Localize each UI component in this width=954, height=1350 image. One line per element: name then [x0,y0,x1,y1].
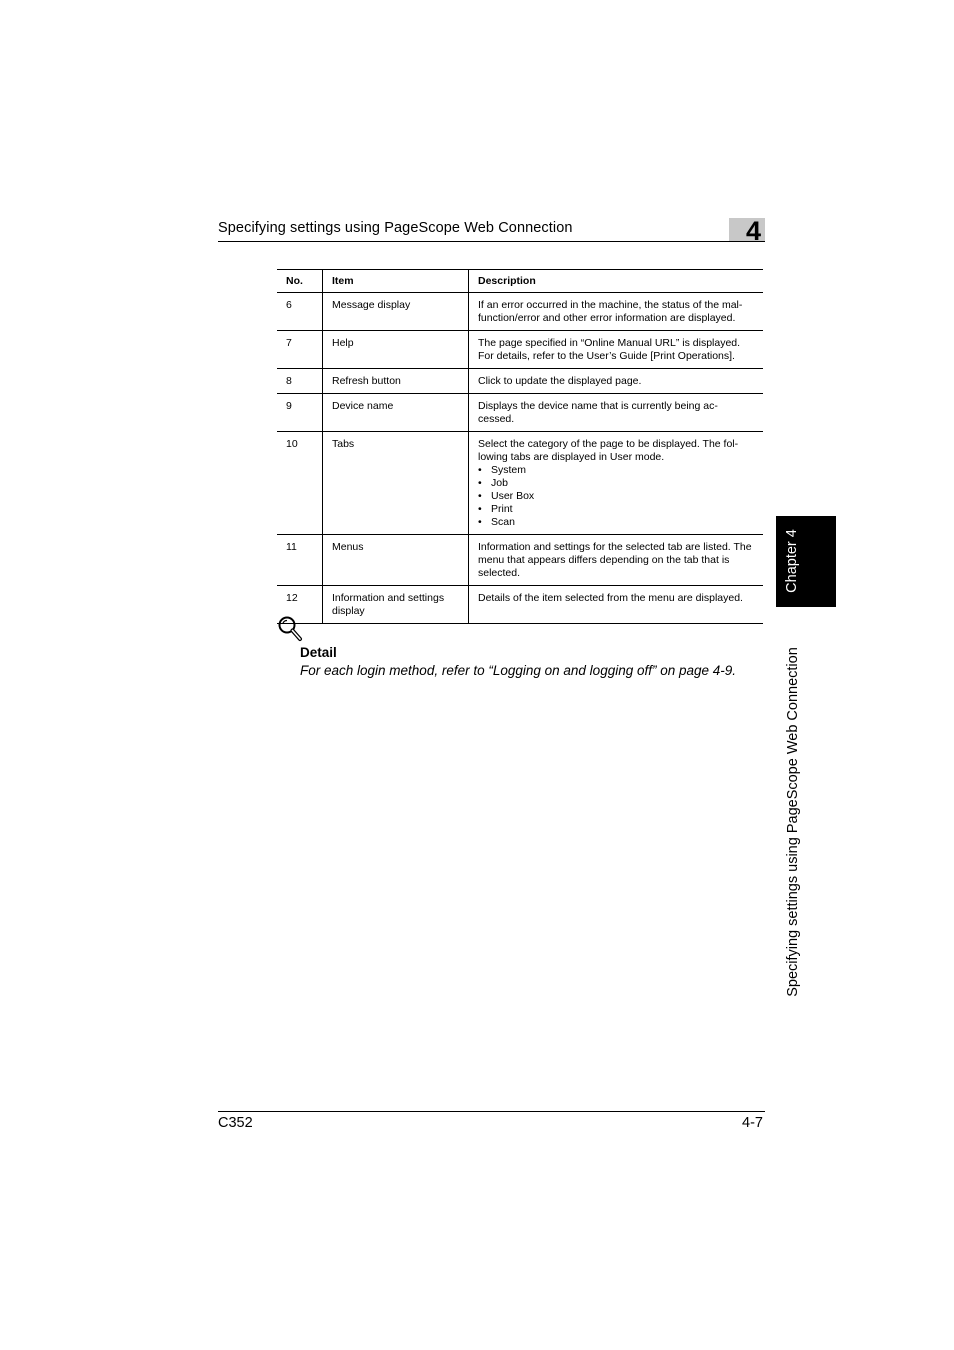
row-item: Menus [323,535,469,586]
footer-page-number: 4-7 [742,1115,763,1131]
row-description-cell [469,432,764,535]
row-description: Click to update the displayed page. [469,369,764,394]
magnifier-icon [277,615,303,643]
table-row [277,369,763,394]
page-header-title: Specifying settings using PageScope Web Connection [218,220,573,236]
table-row [277,432,763,535]
list-item: • User Box [478,490,754,503]
row-description: Select the category of the page to be displayed. The fol-lowing tabs are displayed in User mode. [478,438,739,463]
row-item: Help [323,331,469,369]
row-description: If an error occurred in the machine, the status of the mal-function/error and other error information are displayed. [469,293,764,331]
table-row [277,586,763,624]
chapter-number: 4 [746,216,762,246]
row-item: Refresh button [323,369,469,394]
footer-model: C352 [218,1115,253,1131]
table-header-row [277,270,763,293]
list-item: • System [478,464,754,477]
row-no: 8 [277,369,323,394]
detail-heading: Detail [300,645,337,660]
table-row [277,394,763,432]
chapter-side-tab-label: Chapter 4 [784,529,800,593]
detail-text: For each login method, refer to “Logging on and logging off” on page 4-9. [300,663,737,678]
column-header-item: Item [323,270,469,293]
row-description: The page specified in “Online Manual URL” is displayed. For details, refer to the User’s Guide [Print Operations]. [469,331,764,369]
footer-rule [218,1111,765,1112]
row-item: Device name [323,394,469,432]
list-item: • Print [478,503,754,516]
list-item: • Scan [478,516,754,529]
row-no: 7 [277,331,323,369]
row-no: 12 [277,586,323,624]
tab-list [478,464,754,529]
row-no: 10 [277,432,323,535]
row-description: Information and settings for the selected tab are listed. The menu that appears differs depending on the tab that is selected. [469,535,764,586]
row-no: 6 [277,293,323,331]
row-item: Tabs [323,432,469,535]
row-item: Message display [323,293,469,331]
row-description: Displays the device name that is currently being ac-cessed. [469,394,764,432]
table-row [277,331,763,369]
list-item: • Job [478,477,754,490]
column-header-no: No. [277,270,323,293]
table-row [277,293,763,331]
section-side-label: Specifying settings using PageScope Web Connection [785,647,801,997]
row-description: Details of the item selected from the menu are displayed. [469,586,764,624]
row-no: 11 [277,535,323,586]
header-rule [218,241,765,242]
row-no: 9 [277,394,323,432]
row-item: Information and settings display [323,586,469,624]
settings-table [277,269,763,624]
column-header-description: Description [469,270,764,293]
table-row [277,535,763,586]
